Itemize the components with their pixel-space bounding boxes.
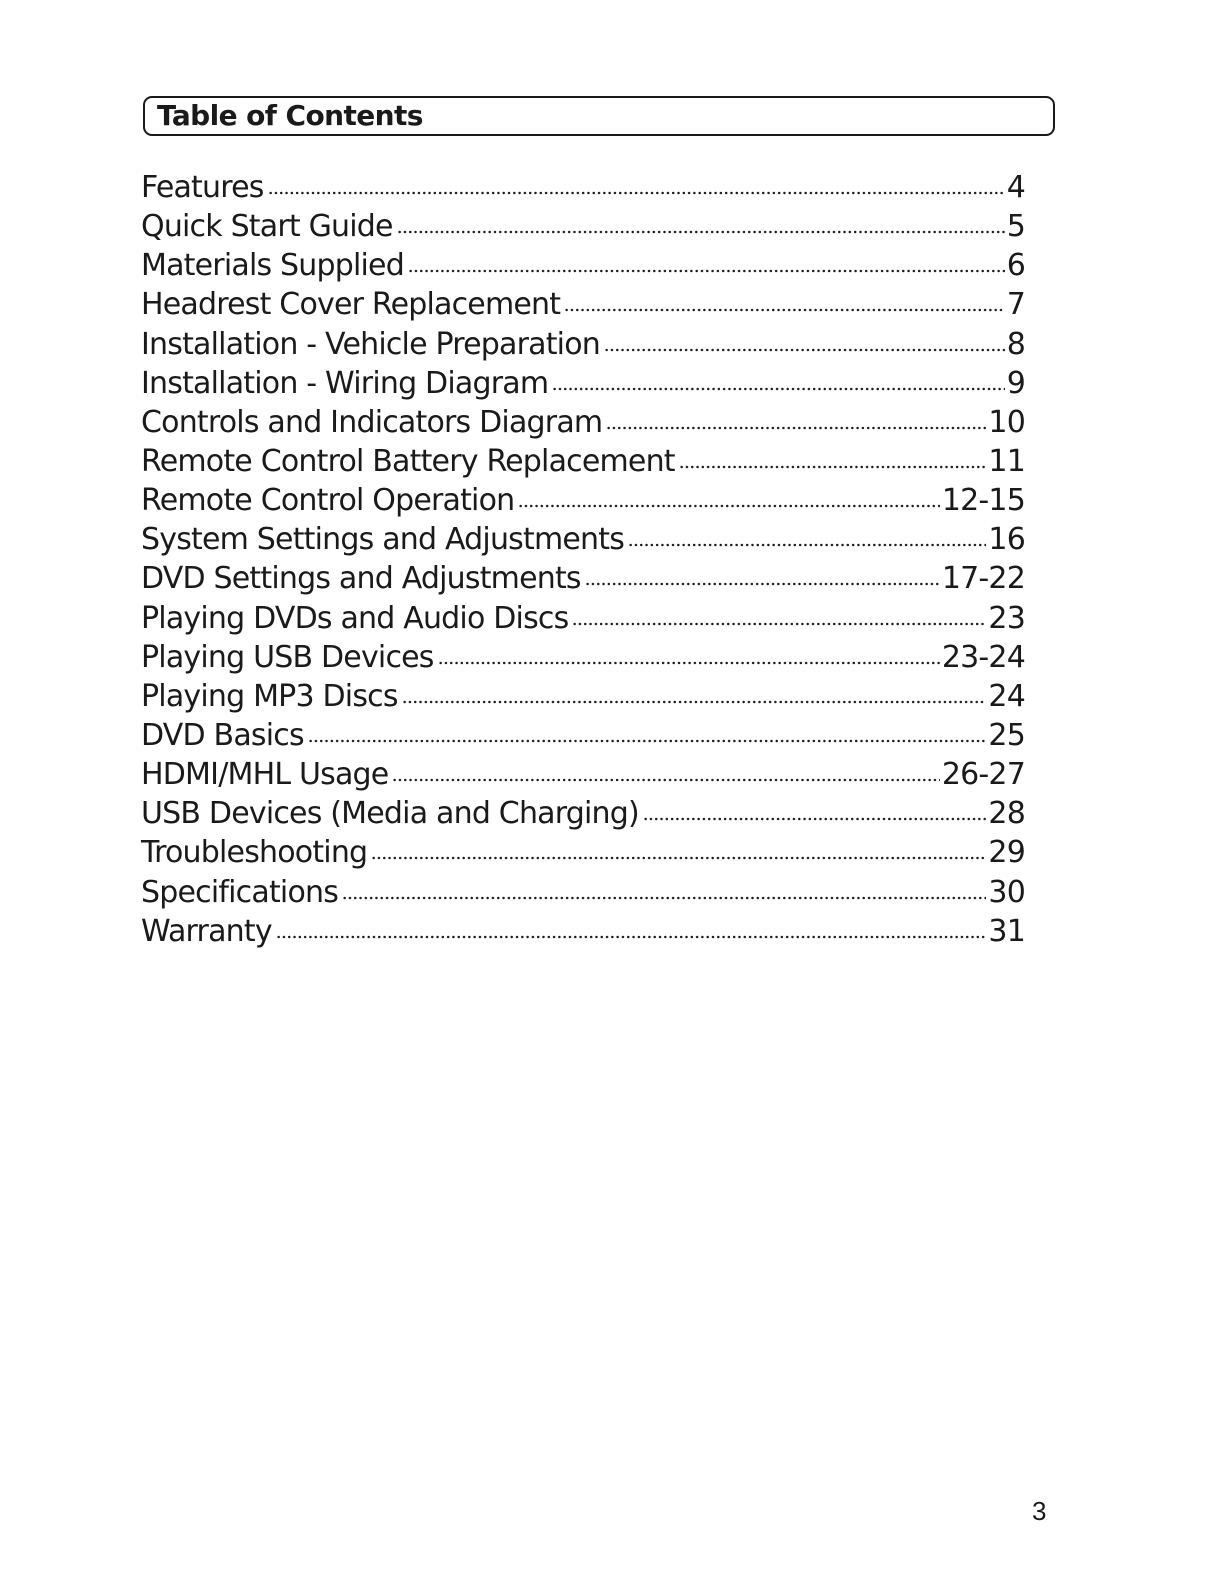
toc-entry-playing-usb-devices[interactable] (141, 638, 1025, 677)
toc-entry-troubleshooting[interactable] (141, 833, 1025, 872)
dot-leader (268, 191, 1005, 195)
toc-entry-page: 24 (988, 678, 1025, 714)
toc-entry-features[interactable] (141, 168, 1025, 207)
toc-entry-label: Playing USB Devices (141, 639, 434, 675)
toc-entry-usb-devices-media-and-charging[interactable] (141, 794, 1025, 833)
dot-leader (628, 543, 986, 547)
toc-entry-page: 23-24 (941, 639, 1025, 675)
toc-entry-label: DVD Settings and Adjustments (141, 561, 581, 597)
toc-list (141, 168, 1025, 951)
toc-entry-label: DVD Basics (141, 717, 304, 753)
dot-leader (643, 817, 987, 821)
dot-leader (402, 700, 987, 704)
toc-entry-dvd-settings-and-adjustments[interactable] (141, 559, 1025, 598)
toc-entry-label: Remote Control Battery Replacement (141, 443, 675, 479)
toc-entry-page: 23 (988, 600, 1025, 636)
toc-entry-page: 11 (988, 443, 1025, 479)
dot-leader (408, 269, 1005, 273)
page-number: 3 (1032, 1496, 1047, 1526)
toc-entry-page: 29 (988, 835, 1025, 871)
toc-header-box (143, 96, 1055, 136)
toc-entry-page: 10 (988, 404, 1025, 440)
dot-leader (572, 622, 986, 626)
toc-entry-page: 4 (1006, 170, 1025, 205)
toc-entry-page: 8 (1006, 326, 1025, 362)
toc-entry-page: 5 (1006, 209, 1025, 245)
toc-entry-controls-and-indicators-diagram[interactable] (141, 403, 1025, 442)
toc-entry-label: System Settings and Adjustments (141, 522, 625, 558)
dot-leader (604, 348, 1005, 352)
toc-entry-system-settings-and-adjustments[interactable] (141, 520, 1025, 559)
toc-entry-playing-dvds-and-audio-discs[interactable] (141, 599, 1025, 638)
toc-entry-specifications[interactable] (141, 873, 1025, 912)
toc-entry-quick-start-guide[interactable] (141, 207, 1025, 246)
toc-entry-label: Playing MP3 Discs (141, 678, 398, 714)
toc-entry-label: Remote Control Operation (141, 483, 515, 519)
dot-leader (392, 778, 939, 782)
toc-entry-page: 25 (988, 717, 1025, 753)
toc-entry-dvd-basics[interactable] (141, 716, 1025, 755)
toc-entry-headrest-cover-replacement[interactable] (141, 285, 1025, 324)
dot-leader (564, 308, 1004, 312)
toc-entry-page: 30 (988, 874, 1025, 910)
toc-entry-label: Headrest Cover Replacement (141, 287, 561, 323)
toc-entry-page: 17-22 (941, 561, 1025, 597)
dot-leader (438, 661, 940, 665)
dot-leader (606, 426, 986, 430)
dot-leader (397, 230, 1005, 234)
toc-entry-page: 16 (988, 522, 1025, 558)
dot-leader (518, 504, 939, 508)
toc-entry-playing-mp3-discs[interactable] (141, 677, 1025, 716)
toc-entry-label: Controls and Indicators Diagram (141, 404, 603, 440)
toc-entry-installation-vehicle-preparation[interactable] (141, 325, 1025, 364)
toc-entry-page: 7 (1006, 287, 1025, 323)
dot-leader (371, 856, 986, 860)
toc-entry-page: 28 (988, 796, 1025, 832)
toc-entry-page: 9 (1006, 365, 1025, 401)
page-title: Table of Contents (157, 99, 423, 132)
toc-entry-page: 31 (988, 913, 1025, 949)
dot-leader (679, 465, 987, 469)
toc-entry-label: Installation - Vehicle Preparation (141, 326, 600, 362)
toc-entry-label: Quick Start Guide (141, 209, 393, 245)
toc-entry-label: Troubleshooting (141, 835, 368, 871)
toc-entry-warranty[interactable] (141, 912, 1025, 951)
toc-entry-label: Materials Supplied (141, 248, 404, 284)
dot-leader (276, 935, 987, 939)
toc-entry-label: Features (141, 170, 264, 205)
toc-entry-hdmi-mhl-usage[interactable] (141, 755, 1025, 794)
toc-entry-materials-supplied[interactable] (141, 246, 1025, 285)
toc-entry-label: Installation - Wiring Diagram (141, 365, 549, 401)
toc-entry-label: HDMI/MHL Usage (141, 757, 389, 793)
toc-entry-label: Warranty (141, 913, 272, 949)
toc-entry-page: 12-15 (941, 483, 1025, 519)
dot-leader (342, 896, 986, 900)
toc-entry-installation-wiring-diagram[interactable] (141, 364, 1025, 403)
dot-leader (308, 739, 987, 743)
toc-entry-label: USB Devices (Media and Charging) (141, 796, 639, 832)
toc-entry-label: Specifications (141, 874, 339, 910)
toc-entry-label: Playing DVDs and Audio Discs (141, 600, 569, 636)
toc-entry-remote-control-battery-replacement[interactable] (141, 442, 1025, 481)
dot-leader (585, 582, 940, 586)
toc-entry-page: 6 (1006, 248, 1025, 284)
dot-leader (552, 387, 1004, 391)
toc-entry-remote-control-operation[interactable] (141, 481, 1025, 520)
toc-entry-page: 26-27 (941, 757, 1025, 793)
